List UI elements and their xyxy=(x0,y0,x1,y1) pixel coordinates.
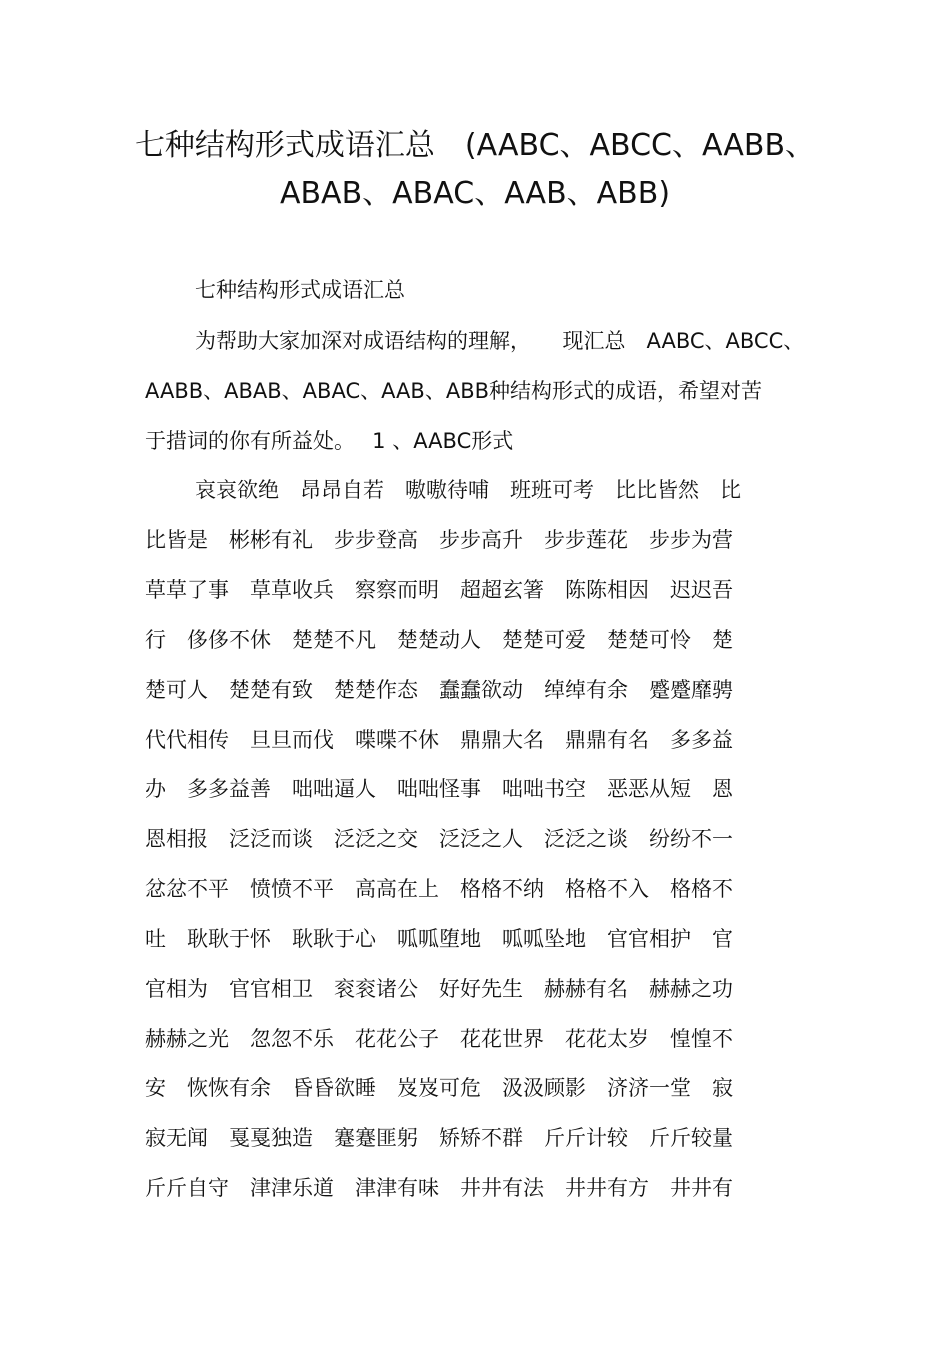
body-line: 为帮助大家加深对成语结构的理解， 现汇总 AABC、ABCC、 xyxy=(195,329,805,353)
idiom-line: 行 侈侈不休 楚楚不凡 楚楚动人 楚楚可爱 楚楚可怜 楚 xyxy=(145,628,733,652)
idiom-line: 比皆是 彬彬有礼 步步登高 步步高升 步步莲花 步步为营 xyxy=(145,528,733,552)
idiom-line: 办 多多益善 咄咄逼人 咄咄怪事 咄咄书空 恶恶从短 恩 xyxy=(145,777,733,801)
body-line: AABB、ABAB、ABAC、AAB、ABB种结构形式的成语，希望对苦 xyxy=(145,379,763,403)
idiom-line: 吐 耿耿于怀 耿耿于心 呱呱堕地 呱呱坠地 官官相护 官 xyxy=(145,927,733,951)
idiom-line: 哀哀欲绝 昂昂自若 嗷嗷待哺 班班可考 比比皆然 比 xyxy=(195,478,741,502)
idiom-line: 忿忿不平 愤愤不平 高高在上 格格不纳 格格不入 格格不 xyxy=(145,877,733,901)
idiom-line: 斤斤自守 津津乐道 津津有味 井井有法 井井有方 井井有 xyxy=(145,1176,733,1200)
body-line: 于措词的你有所益处。 1 、AABC形式 xyxy=(145,429,514,453)
document-title-line-1: 七种结构形式成语汇总 (AABC、ABCC、AABB、 xyxy=(134,128,816,163)
idiom-line: 安 恢恢有余 昏昏欲睡 岌岌可危 汲汲顾影 济济一堂 寂 xyxy=(145,1076,733,1100)
idiom-line: 楚可人 楚楚有致 楚楚作态 蠢蠢欲动 绰绰有余 蹙蹙靡骋 xyxy=(145,678,733,702)
idiom-line: 官相为 官官相卫 衮衮诸公 好好先生 赫赫有名 赫赫之功 xyxy=(145,977,733,1001)
idiom-line: 赫赫之光 忽忽不乐 花花公子 花花世界 花花太岁 惶惶不 xyxy=(145,1027,733,1051)
section-heading: 七种结构形式成语汇总 xyxy=(195,278,405,302)
document-title-line-2: ABAB、ABAC、AAB、ABB) xyxy=(279,176,671,211)
idiom-line: 恩相报 泛泛而谈 泛泛之交 泛泛之人 泛泛之谈 纷纷不一 xyxy=(145,827,733,851)
idiom-line: 寂无闻 戛戛独造 蹇蹇匪躬 矫矫不群 斤斤计较 斤斤较量 xyxy=(145,1126,733,1150)
idiom-line: 草草了事 草草收兵 察察而明 超超玄箸 陈陈相因 迟迟吾 xyxy=(145,578,733,602)
idiom-line: 代代相传 旦旦而伐 喋喋不休 鼎鼎大名 鼎鼎有名 多多益 xyxy=(145,728,733,752)
